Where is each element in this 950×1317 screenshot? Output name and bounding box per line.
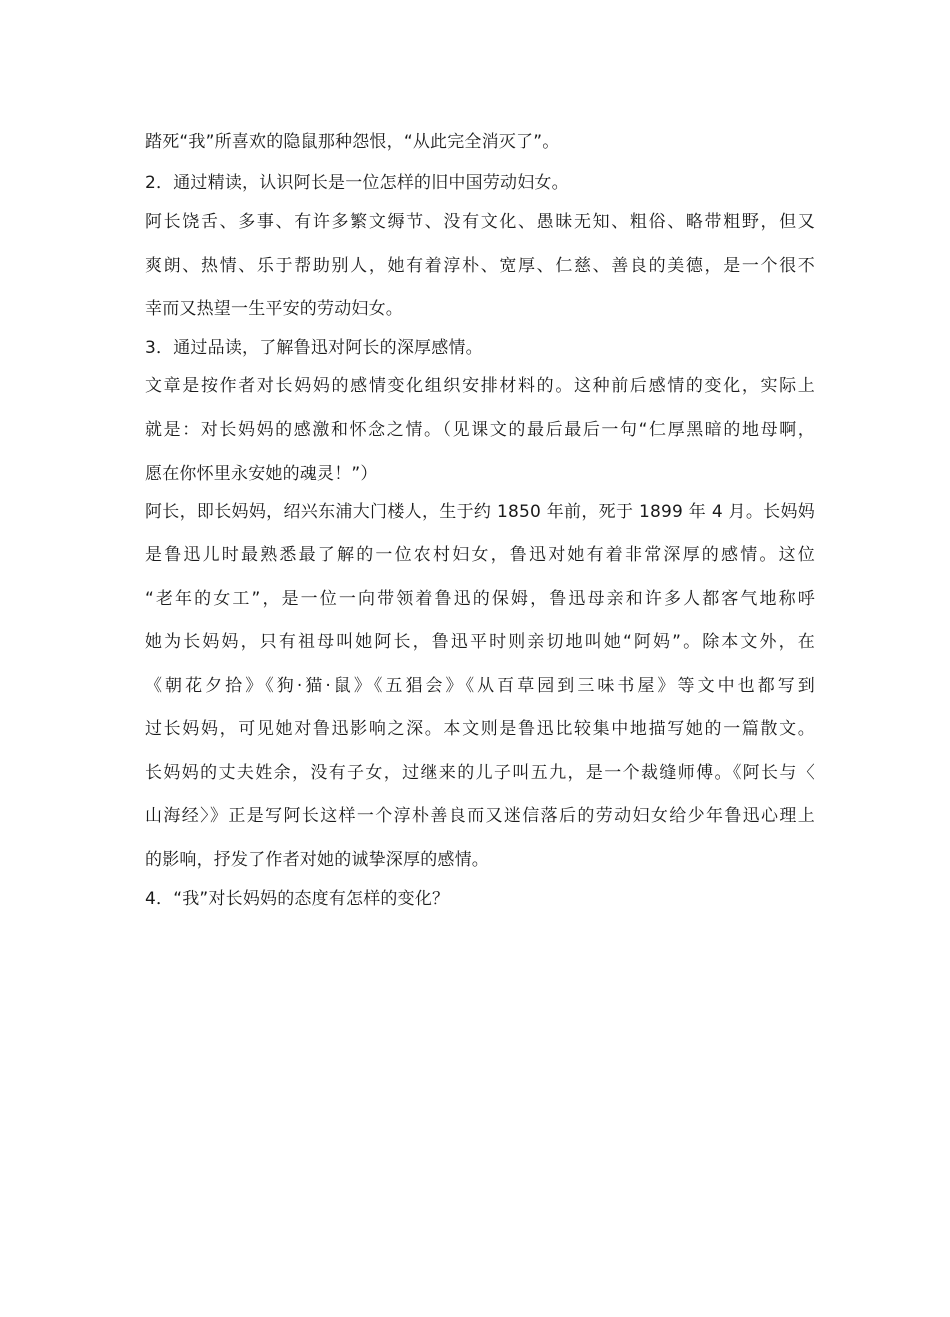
text-line: 长妈妈的丈夫姓余，没有子女，过继来的儿子叫五九，是一个裁缝师傅。《阿长与〈: [145, 763, 815, 783]
text-line: 阿长饶舌、多事、有许多繁文缛节、没有文化、愚昧无知、粗俗、略带粗野，但又: [145, 212, 815, 232]
text-line: 是鲁迅儿时最熟悉最了解的一位农村妇女，鲁迅对她有着非常深厚的感情。这位: [145, 545, 815, 565]
text-line: 她为长妈妈，只有祖母叫她阿长，鲁迅平时则亲切地叫她“阿妈”。除本文外，在: [145, 632, 815, 652]
text-line: 的影响，抒发了作者对她的诚挚深厚的感情。: [145, 850, 489, 870]
text-line: 就是：对长妈妈的感激和怀念之情。（见课文的最后最后一句“仁厚黑暗的地母啊，: [145, 420, 815, 440]
text-line: 踏死“我”所喜欢的隐鼠那种怨恨，“从此完全消灭了”。: [145, 132, 560, 152]
text-line: 爽朗、热情、乐于帮助别人，她有着淳朴、宽厚、仁慈、善良的美德，是一个很不: [145, 256, 815, 276]
text-line: 山海经〉》正是写阿长这样一个淳朴善良而又迷信落后的劳动妇女给少年鲁迅心理上: [145, 806, 815, 826]
text-line: 阿长，即长妈妈，绍兴东浦大门楼人，生于约 1850 年前，死于 1899 年 4 月。长妈妈: [145, 502, 815, 522]
text-line: “老年的女工”，是一位一向带领着鲁迅的保姆，鲁迅母亲和许多人都客气地称呼: [145, 589, 815, 609]
text-line: 幸而又热望一生平安的劳动妇女。: [145, 299, 403, 319]
text-line: 愿在你怀里永安她的魂灵！”）: [145, 464, 378, 484]
section-heading: 3．通过品读，了解鲁迅对阿长的深厚感情。: [145, 338, 483, 358]
text-line: 《朝花夕拾》《狗·猫·鼠》《五猖会》《从百草园到三味书屋》等文中也都写到: [145, 676, 815, 696]
section-heading: 4．“我”对长妈妈的态度有怎样的变化？: [145, 889, 450, 909]
section-heading: 2．通过精读，认识阿长是一位怎样的旧中国劳动妇女。: [145, 173, 569, 193]
text-line: 文章是按作者对长妈妈的感情变化组织安排材料的。这种前后感情的变化，实际上: [145, 376, 815, 396]
text-line: 过长妈妈，可见她对鲁迅影响之深。本文则是鲁迅比较集中地描写她的一篇散文。: [145, 719, 815, 739]
